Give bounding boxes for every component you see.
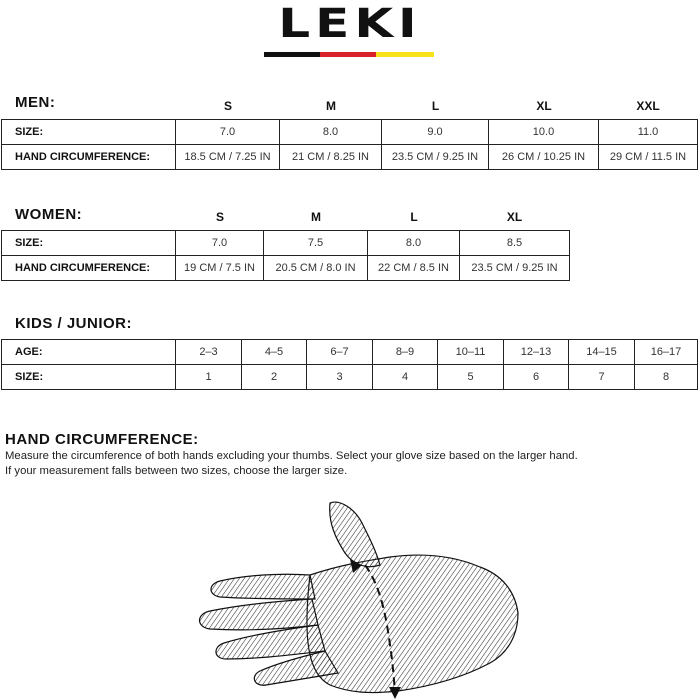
table-cell: 6 — [504, 365, 569, 390]
men-size-m: M — [326, 99, 336, 113]
table-cell: 4–5 — [242, 340, 307, 365]
kids-title: KIDS / JUNIOR: — [15, 315, 133, 332]
women-title: WOMEN: — [15, 206, 83, 223]
table-cell: 8–9 — [373, 340, 438, 365]
logo-stripe-black — [264, 52, 320, 57]
women-size-m: M — [311, 210, 321, 224]
men-size-s: S — [223, 99, 232, 113]
table-cell: 8.0 — [280, 120, 382, 145]
table-cell: 7.0 — [176, 231, 264, 256]
table-cell: 20.5 CM / 8.0 IN — [264, 256, 368, 281]
leki-logo — [262, 1, 438, 56]
table-cell: 10–11 — [438, 340, 504, 365]
table-cell: 16–17 — [635, 340, 698, 365]
table-row — [2, 256, 570, 281]
table-cell: 2 — [242, 365, 307, 390]
women-size-table — [1, 230, 570, 281]
table-cell: 7.5 — [264, 231, 368, 256]
table-cell: 10.0 — [489, 120, 599, 145]
row-label: SIZE: — [2, 231, 176, 256]
table-cell: 1 — [176, 365, 242, 390]
row-label: AGE: — [2, 340, 176, 365]
table-cell: 8.5 — [460, 231, 570, 256]
table-cell: 3 — [307, 365, 373, 390]
table-row — [2, 365, 698, 390]
table-cell: 18.5 CM / 7.25 IN — [176, 145, 280, 170]
men-size-l: L — [431, 99, 440, 113]
table-row — [2, 231, 570, 256]
row-label: HAND CIRCUMFERENCE: — [2, 256, 176, 281]
table-cell: 2–3 — [176, 340, 242, 365]
table-cell: 11.0 — [599, 120, 698, 145]
logo-stripe-red — [320, 52, 376, 57]
table-cell: 12–13 — [504, 340, 569, 365]
table-cell: 4 — [373, 365, 438, 390]
table-row — [2, 145, 698, 170]
men-title: MEN: — [15, 94, 56, 111]
table-cell: 8 — [635, 365, 698, 390]
table-cell: 22 CM / 8.5 IN — [368, 256, 460, 281]
row-label: SIZE: — [2, 365, 176, 390]
table-cell: 5 — [438, 365, 504, 390]
table-cell: 23.5 CM / 9.25 IN — [460, 256, 570, 281]
men-size-table — [1, 119, 698, 170]
info-title: HAND CIRCUMFERENCE: — [5, 431, 199, 448]
table-cell: 23.5 CM / 9.25 IN — [382, 145, 489, 170]
table-cell: 29 CM / 11.5 IN — [599, 145, 698, 170]
hand-measurement-icon — [190, 495, 530, 700]
table-cell: 14–15 — [569, 340, 635, 365]
table-cell: 6–7 — [307, 340, 373, 365]
table-cell: 26 CM / 10.25 IN — [489, 145, 599, 170]
men-size-xl: XL — [536, 99, 552, 113]
kids-size-table — [1, 339, 698, 390]
logo-stripe-yellow — [376, 52, 434, 57]
table-cell: 7 — [569, 365, 635, 390]
row-label: SIZE: — [2, 120, 176, 145]
row-label: HAND CIRCUMFERENCE: — [2, 145, 176, 170]
men-size-xxl: XXL — [636, 99, 660, 113]
women-size-l: L — [410, 210, 418, 224]
info-text: Measure the circumference of both hands excluding your thumbs. Select your glove size based on the larger hand. If your measurement falls between two sizes, choose the larger size. — [5, 450, 578, 477]
table-cell: 9.0 — [382, 120, 489, 145]
table-row — [2, 120, 698, 145]
logo-text: LEKI — [278, 1, 422, 47]
table-cell: 8.0 — [368, 231, 460, 256]
table-row — [2, 340, 698, 365]
women-size-xl: XL — [506, 210, 523, 224]
table-cell: 19 CM / 7.5 IN — [176, 256, 264, 281]
women-size-s: S — [215, 210, 224, 224]
table-cell: 7.0 — [176, 120, 280, 145]
table-cell: 21 CM / 8.25 IN — [280, 145, 382, 170]
